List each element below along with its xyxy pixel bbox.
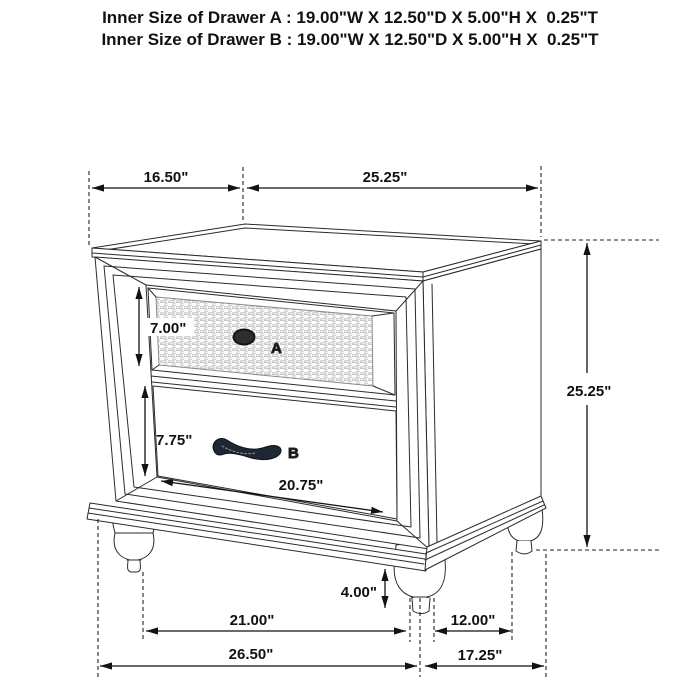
dim-leg-height-value: 4.00" [340, 584, 377, 601]
drawer-a-inner-size-text: Inner Size of Drawer A : 19.00"W X 12.50"D X 5.00"H X 0.25"T [102, 8, 598, 27]
dim-overall-depth [425, 647, 544, 666]
dim-overall-width-value: 26.50" [228, 646, 274, 663]
side-panel [423, 249, 541, 548]
dim-overall-width [100, 646, 417, 666]
drawer-b-inner-size-text: Inner Size of Drawer B : 19.00"W X 12.50"D X 5.00"H X 0.25"T [101, 29, 599, 49]
dim-overall-depth-value: 17.25" [457, 647, 503, 664]
dim-front-leg-spacing-value: 21.00" [229, 612, 275, 629]
dim-side-leg-spacing [435, 612, 511, 631]
dim-front-leg-spacing [146, 612, 406, 631]
dim-side-leg-spacing-value: 12.00" [450, 612, 496, 629]
dim-leg-height [341, 569, 385, 608]
drawer-a-label: A [271, 340, 282, 357]
dim-drawer-b-height-value: 7.75" [156, 432, 193, 449]
dim-drawer-a-height-value: 7.00" [150, 320, 187, 337]
nightstand-drawing [87, 224, 546, 614]
dim-top-width-value: 25.25" [362, 169, 408, 186]
dim-top-depth-value: 16.50" [143, 169, 189, 186]
dim-drawer-b-width-value: 20.75" [278, 477, 324, 494]
dim-overall-height-value: 25.25" [566, 383, 612, 400]
drawer-b-label: B [288, 445, 299, 462]
dim-overall-height [567, 243, 612, 547]
dim-top-depth [92, 169, 240, 188]
drawer-a-knob [234, 330, 255, 345]
dim-top-width [247, 169, 538, 188]
